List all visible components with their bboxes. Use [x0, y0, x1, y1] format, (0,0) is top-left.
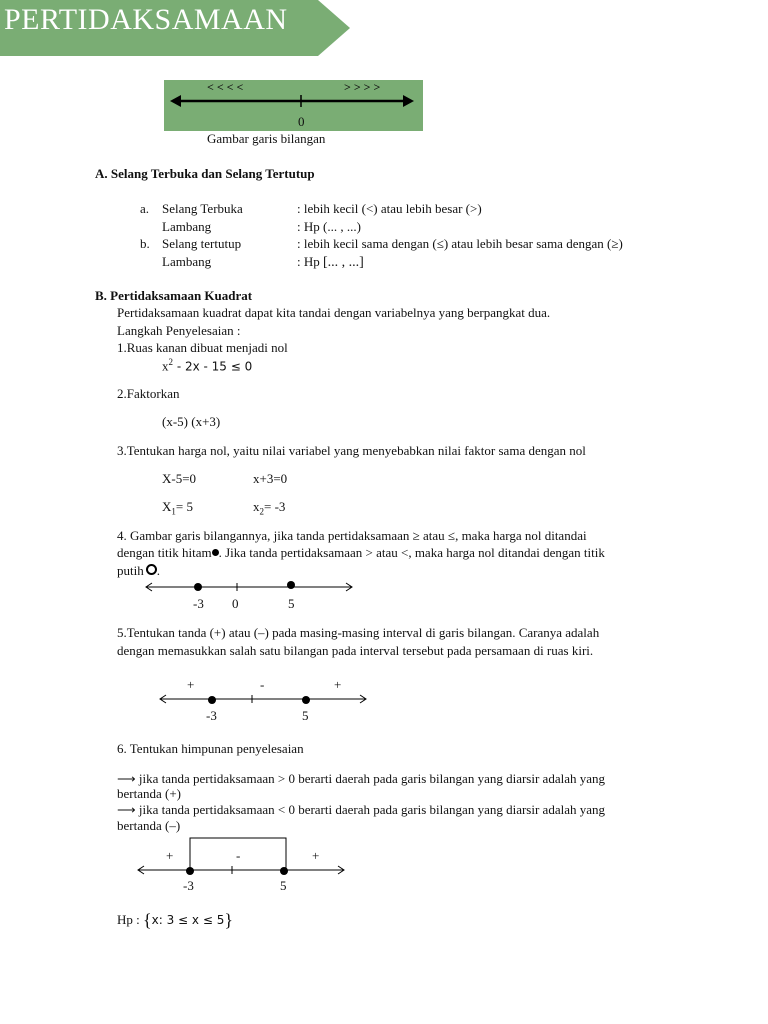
section-b-heading: B. Pertidaksamaan Kuadrat	[95, 288, 253, 303]
step4-line2-text: dengan titik hitam	[117, 545, 212, 560]
step3-x2-value: = -3	[264, 499, 286, 514]
nl3-label-5: 5	[280, 878, 287, 893]
right-arrows-label: > > > >	[344, 80, 381, 94]
step1-base: x	[162, 358, 169, 374]
steps-title: Langkah Penyelesaian :	[117, 323, 241, 338]
left-arrows-label: < < < <	[207, 80, 244, 94]
item-b-label: b.	[140, 236, 150, 251]
step3-eq1: X-5=0	[162, 471, 197, 486]
hp-open-brace: {	[143, 910, 152, 930]
step3-text: 3.Tentukan harga nol, yaitu nilai variabel yang menyebabkan nilai faktor sama dengan nol	[117, 443, 586, 458]
step2-expression: (x-5) (x+3)	[162, 414, 221, 429]
nl3-sign-3: +	[312, 848, 320, 863]
section-b-intro: Pertidaksamaan kuadrat dapat kita tandai dengan variabelnya yang berpangkat dua.	[117, 305, 551, 320]
step3-x2-sub: 2	[259, 506, 264, 517]
step5-line1: 5.Tentukan tanda (+) atau (–) pada masing-masing interval di garis bilangan. Caranya adalah	[117, 625, 600, 640]
step6-text: 6. Tentukan himpunan penyelesaian	[117, 741, 304, 756]
item-b-term: Selang tertutup	[162, 236, 242, 251]
step4-line3-text: putih	[117, 563, 144, 578]
rule1-line1: ⟶ jika tanda pertidaksamaan > 0 berarti daerah pada garis bilangan yang diarsir adalah yang	[117, 771, 605, 786]
step3-x1-value: = 5	[175, 499, 193, 514]
item-b-desc: : lebih kecil sama dengan (≤) atau lebih besar sama dengan (≥)	[297, 236, 623, 251]
nl1-label-neg3: -3	[193, 596, 204, 611]
hp-label: Hp :	[117, 912, 140, 927]
step4-line2b-text: . Jika tanda pertidaksamaan > atau <, maka harga nol ditandai dengan titik	[218, 545, 605, 560]
nl2-label-5: 5	[302, 708, 309, 723]
zero-label: 0	[298, 114, 305, 129]
item-a-lambang-value: : Hp (... , ...)	[297, 219, 361, 234]
item-a-term: Selang Terbuka	[162, 201, 243, 216]
section-a-heading: A. Selang Terbuka dan Selang Tertutup	[95, 166, 315, 181]
page-title: PERTIDAKSAMAAN	[4, 3, 288, 36]
nl3-sign-2: -	[236, 848, 241, 863]
step1-exp: 2	[168, 357, 173, 367]
step2-text: 2.Faktorkan	[117, 386, 180, 401]
nl1-label-0: 0	[232, 596, 239, 611]
step5-line2: dengan memasukkan salah satu bilangan pada interval tersebut pada persamaan di ruas kiri.	[117, 643, 594, 658]
item-b-lambang-prefix: : Hp	[297, 254, 320, 269]
nl3-label-neg3: -3	[183, 878, 194, 893]
item-a-label: a.	[140, 201, 150, 216]
rule2-line2: bertanda (–)	[117, 818, 181, 833]
hp-close-brace: }	[224, 910, 233, 930]
item-b-lambang-value: [... , ...]	[323, 255, 364, 270]
step4-line1: 4. Gambar garis bilangannya, jika tanda pertidaksamaan ≥ atau ≤, maka harga nol ditandai	[117, 528, 587, 543]
step1-text: 1.Ruas kanan dibuat menjadi nol	[117, 340, 288, 355]
nl1-label-5: 5	[288, 596, 295, 611]
hp-result	[117, 910, 233, 931]
step3-eq2: x+3=0	[253, 471, 288, 486]
step3-x2-base: x	[253, 499, 260, 514]
nl3-point-5	[280, 867, 288, 875]
step4-line3b-text: .	[156, 563, 160, 578]
rule2-line1: ⟶ jika tanda pertidaksamaan < 0 berarti daerah pada garis bilangan yang diarsir adalah yang	[117, 802, 605, 817]
figure-caption: Gambar garis bilangan	[207, 131, 326, 146]
nl2-label-neg3: -3	[206, 708, 217, 723]
hp-set: x: 3 ≤ x ≤ 5	[151, 913, 225, 927]
item-b-lambang: Lambang	[162, 254, 212, 269]
nl2-sign-2: -	[260, 677, 265, 692]
item-a-lambang: Lambang	[162, 219, 212, 234]
nl2-sign-3: +	[334, 677, 342, 692]
step1-rest: - 2x - 15 ≤ 0	[173, 359, 253, 374]
nl3-sign-1: +	[166, 848, 174, 863]
nl2-sign-1: +	[187, 677, 195, 692]
item-a-desc: : lebih kecil (<) atau lebih besar (>)	[297, 201, 482, 216]
rule1-line2: bertanda (+)	[117, 786, 181, 801]
step3-x1-sub: 1	[171, 506, 176, 517]
step3-x1-base: X	[162, 499, 172, 514]
nl3-point-neg3	[186, 867, 194, 875]
